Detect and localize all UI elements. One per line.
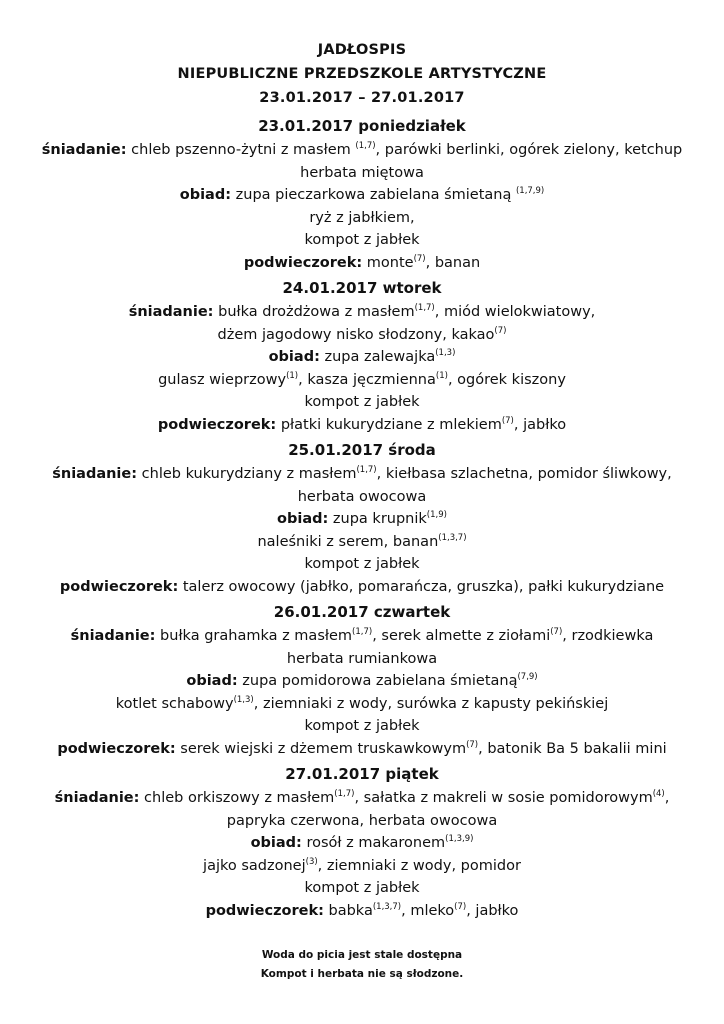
meal-text: , ziemniaki z wody, pomidor [317, 857, 521, 874]
meal-text: herbata owocowa [297, 488, 427, 505]
meal-line [0, 162, 724, 185]
meal-line [0, 229, 724, 252]
meal-text: , kasza jęczmienna [298, 371, 436, 388]
meal-line [0, 693, 724, 716]
meal-line [0, 810, 724, 833]
meal-label: obiad: [250, 835, 302, 851]
allergen-codes: (1) [435, 370, 448, 381]
meal-label: śniadanie: [70, 628, 156, 644]
meal-text: kompot z jabłek [304, 880, 420, 896]
meal-text: , ziemniaki z wody, surówka z kapusty pekińskiej [253, 695, 609, 712]
meal-text: monte [362, 254, 414, 271]
allergen-codes: (7) [494, 325, 507, 336]
meal-text: kompot z jabłek [304, 232, 420, 248]
meal-label: obiad: [277, 511, 329, 527]
meal-line [0, 738, 724, 761]
meal-text: talerz owocowy (jabłko, pomarańcza, gruszka), pałki kukurydziane [178, 578, 665, 595]
meal-text: zupa pieczarkowa zabielana śmietaną [231, 187, 516, 203]
day-title: 23.01.2017 poniedziałek [258, 117, 466, 135]
meal-text: , batonik Ba 5 bakalii mini [478, 740, 667, 757]
meal-label: śniadanie: [128, 304, 214, 320]
meal-text: zupa zalewajka [319, 349, 436, 365]
day-section [0, 600, 724, 762]
water-note: Woda do picia jest stale dostępna [261, 949, 463, 961]
meal-label: śniadanie: [52, 466, 138, 482]
allergen-codes: (7,9) [517, 672, 538, 683]
meal-label: śniadanie: [41, 142, 127, 158]
meal-text: chleb orkiszowy z masłem [139, 790, 335, 806]
meal-line [0, 414, 724, 437]
allergen-codes: (1,7) [356, 465, 377, 476]
meal-text: kompot z jabłek [304, 718, 420, 734]
meal-line [0, 324, 724, 347]
meal-line [0, 391, 724, 414]
meal-text: herbata miętowa [300, 164, 424, 181]
day-section [0, 276, 724, 438]
meal-label: podwieczorek: [59, 578, 179, 595]
meal-line [0, 625, 724, 648]
day-title: 27.01.2017 piątek [285, 765, 439, 783]
daily-menu-list [0, 114, 724, 924]
allergen-codes: (1,3,9) [445, 834, 474, 845]
unsweetened-note: Kompot i herbata nie są słodzone. [260, 968, 464, 980]
allergen-codes: (3) [305, 856, 318, 867]
meal-text: , rzodkiewka [562, 628, 654, 644]
meal-line [0, 576, 724, 599]
document-title: JADŁOSPIS [317, 42, 407, 58]
section-spacer [0, 922, 724, 924]
meal-line [0, 301, 724, 324]
day-title: 25.01.2017 środa [288, 441, 436, 459]
day-title: 24.01.2017 wtorek [282, 279, 442, 297]
meal-text: , miód wielokwiatowy, [434, 304, 596, 320]
meal-label: śniadanie: [54, 790, 140, 806]
meal-line [0, 855, 724, 878]
meal-text: płatki kukurydziane z mlekiem [276, 416, 502, 433]
meal-text: bułka drożdżowa z masłem [213, 304, 415, 320]
meal-line [0, 787, 724, 810]
meal-label: podwieczorek: [157, 416, 277, 433]
meal-line [0, 715, 724, 738]
meal-label: obiad: [186, 673, 238, 689]
day-section [0, 762, 724, 924]
meal-text: chleb kukurydziany z masłem [137, 466, 357, 482]
meal-label: obiad: [268, 349, 320, 365]
meal-line [0, 369, 724, 392]
meal-line [0, 648, 724, 671]
date-range: 23.01.2017 – 27.01.2017 [259, 90, 465, 106]
meal-text: chleb pszenno-żytni z masłem [126, 142, 356, 158]
allergen-codes: (1,7) [414, 303, 435, 314]
meal-text: gulasz wieprzowy [158, 371, 287, 388]
meal-text: herbata rumiankowa [286, 650, 438, 667]
meal-line [0, 252, 724, 275]
allergen-codes: (1,3) [435, 348, 456, 359]
meal-text: , banan [425, 254, 481, 271]
allergen-codes: (1,7) [355, 141, 376, 152]
meal-label: podwieczorek: [205, 902, 324, 919]
meal-text: kompot z jabłek [304, 394, 420, 410]
allergen-codes: (1,7) [352, 627, 373, 638]
meal-text: , parówki berlinki, ogórek zielony, ketchup [375, 142, 683, 158]
day-title: 26.01.2017 czwartek [273, 603, 451, 621]
meal-line [0, 184, 724, 207]
meal-text: rosół z makaronem [301, 835, 446, 851]
meal-line [0, 346, 724, 369]
meal-text: bułka grahamka z masłem [155, 628, 353, 644]
meal-text: , jabłko [466, 902, 519, 919]
meal-text: jajko sadzonej [203, 857, 306, 874]
document-header [0, 38, 724, 110]
allergen-codes: (4) [652, 789, 665, 800]
allergen-codes: (1,3) [233, 694, 254, 705]
meal-line [0, 900, 724, 923]
meal-label: podwieczorek: [243, 254, 363, 271]
meal-line [0, 207, 724, 230]
meal-line [0, 139, 724, 162]
meal-line [0, 531, 724, 554]
meal-text: kompot z jabłek [304, 556, 420, 572]
day-section [0, 114, 724, 276]
allergen-codes: (1,3,7) [438, 532, 467, 543]
meal-text: , kiełbasa szlachetna, pomidor śliwkowy, [376, 466, 672, 482]
allergen-codes: (1) [286, 370, 299, 381]
meal-line [0, 508, 724, 531]
meal-text: papryka czerwona, herbata owocowa [226, 812, 498, 829]
meal-text: , mleko [401, 902, 455, 919]
meal-text: zupa pomidorowa zabielana śmietaną [237, 673, 518, 689]
meal-line [0, 553, 724, 576]
footer-notes [0, 946, 724, 984]
meal-text: , ogórek kiszony [447, 371, 566, 388]
meal-line [0, 877, 724, 900]
meal-text: ryż z jabłkiem, [309, 209, 415, 226]
meal-text: dżem jagodowy nisko słodzony, kakao [217, 326, 495, 343]
meal-line [0, 486, 724, 509]
day-section [0, 438, 724, 600]
meal-text: , jabłko [513, 416, 567, 433]
allergen-codes: (7) [501, 415, 514, 426]
allergen-codes: (1,3,7) [372, 901, 402, 912]
meal-text: kotlet schabowy [115, 695, 234, 712]
allergen-codes: (7) [413, 253, 426, 264]
meal-line [0, 463, 724, 486]
meal-line [0, 832, 724, 855]
allergen-codes: (1,7,9) [515, 186, 545, 197]
meal-text: zupa krupnik [328, 511, 427, 527]
allergen-codes: (7) [454, 901, 467, 912]
meal-line [0, 670, 724, 693]
meal-text: , sałatka z makreli w sosie pomidorowym [354, 790, 653, 806]
allergen-codes: (7) [466, 739, 479, 750]
allergen-codes: (7) [550, 627, 563, 638]
meal-text: naleśniki z serem, banan [257, 533, 439, 550]
meal-text: babka [323, 902, 373, 919]
school-name: NIEPUBLICZNE PRZEDSZKOLE ARTYSTYCZNE [177, 66, 547, 82]
meal-label: obiad: [179, 187, 232, 203]
meal-text: , serek almette z ziołami [372, 628, 551, 644]
allergen-codes: (1,7) [334, 789, 355, 800]
allergen-codes: (1,9) [426, 510, 447, 521]
meal-label: podwieczorek: [57, 740, 176, 757]
meal-text: serek wiejski z dżemem truskawkowym [175, 740, 467, 757]
meal-text: , [664, 790, 670, 806]
